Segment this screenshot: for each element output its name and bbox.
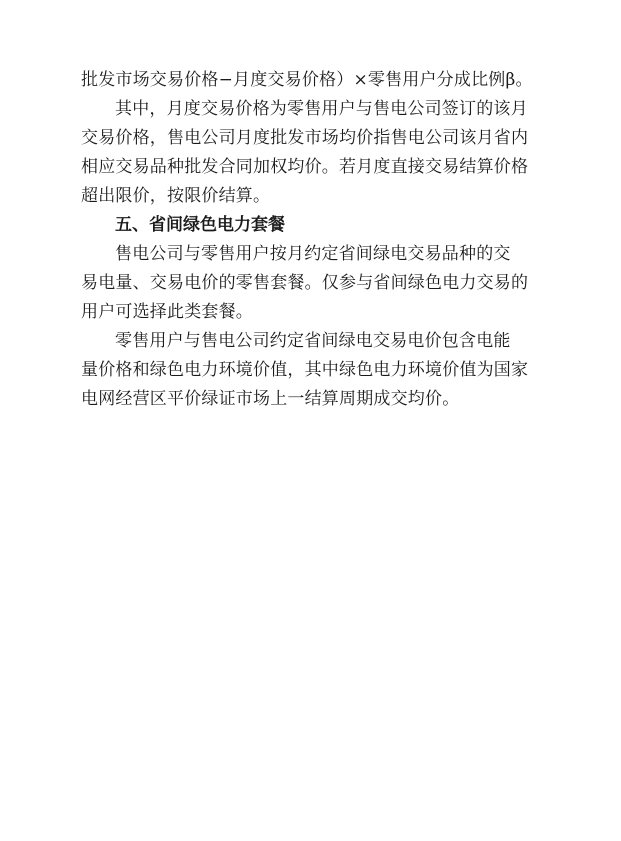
paragraph-4-line-2: 量价格和绿色电力环境价值，其中绿色电力环境价值为国家 [81, 360, 529, 380]
paragraph-4-line-3: 电网经营区平价绿证市场上一结算周期成交均价。 [81, 389, 460, 409]
paragraph-3-line-2: 易电量、交易电价的零售套餐。仅参与省间绿色电力交易的 [81, 273, 529, 293]
paragraph-2-line-1: 其中，月度交易价格为零售用户与售电公司签订的该月 [115, 99, 528, 119]
paragraph-2-line-2: 交易价格，售电公司月度批发市场均价指售电公司该月省内 [81, 128, 529, 148]
paragraph-1-line-1: 批发市场交易价格−月度交易价格）×零售用户分成比例β。 [81, 70, 533, 90]
document-body [81, 66, 549, 414]
paragraph-2-line-4: 超出限价，按限价结算。 [81, 186, 271, 206]
paragraph-3-line-1: 售电公司与零售用户按月约定省间绿电交易品种的交 [115, 244, 511, 264]
section-heading: 五、省间绿色电力套餐 [115, 215, 285, 235]
paragraph-2-line-3: 相应交易品种批发合同加权均价。若月度直接交易结算价格 [81, 157, 529, 177]
paragraph-3-line-3: 用户可选择此类套餐。 [81, 302, 253, 322]
paragraph-4-line-1: 零售用户与售电公司约定省间绿电交易电价包含电能 [115, 331, 511, 351]
